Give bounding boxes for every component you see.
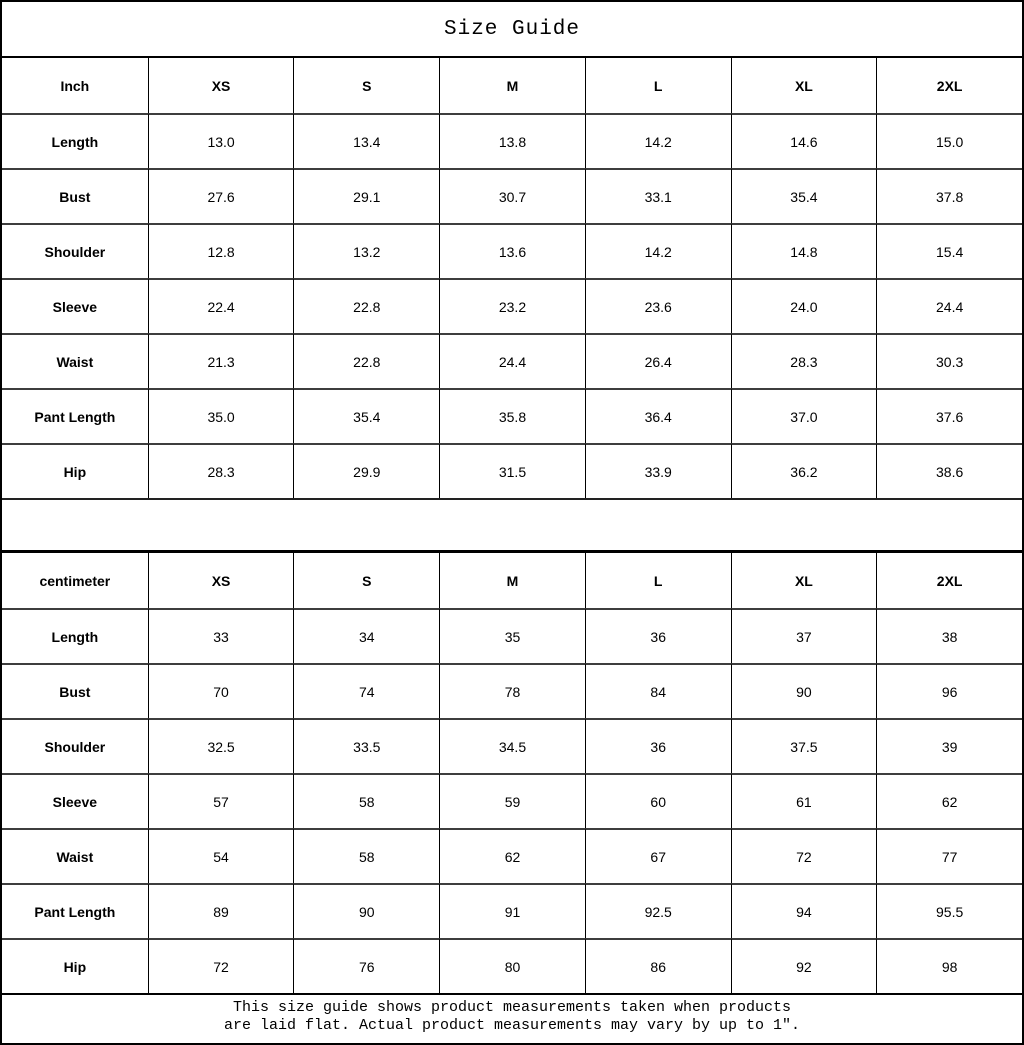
value-cell: 35.0 (148, 388, 294, 443)
value-cell: 23.2 (439, 278, 585, 333)
value-cell: 59 (439, 773, 585, 828)
value-cell: 39 (876, 718, 1022, 773)
value-cell: 92.5 (585, 883, 731, 938)
value-cell: 72 (148, 938, 294, 993)
value-cell: 76 (293, 938, 439, 993)
value-cell: 62 (876, 773, 1022, 828)
size-header-cell: XS (148, 553, 294, 608)
value-cell: 37 (731, 608, 877, 663)
value-cell: 60 (585, 773, 731, 828)
value-cell: 34.5 (439, 718, 585, 773)
value-cell: 35.4 (293, 388, 439, 443)
value-cell: 54 (148, 828, 294, 883)
size-header-cell: L (585, 58, 731, 113)
value-cell: 72 (731, 828, 877, 883)
value-cell: 96 (876, 663, 1022, 718)
value-cell: 35.8 (439, 388, 585, 443)
value-cell: 14.8 (731, 223, 877, 278)
value-cell: 12.8 (148, 223, 294, 278)
value-cell: 67 (585, 828, 731, 883)
value-cell: 86 (585, 938, 731, 993)
value-cell: 15.4 (876, 223, 1022, 278)
value-cell: 27.6 (148, 168, 294, 223)
measurement-disclaimer (2, 993, 1022, 1043)
value-cell: 13.4 (293, 113, 439, 168)
value-cell: 33.9 (585, 443, 731, 498)
size-header-cell: XS (148, 58, 294, 113)
value-cell: 36.4 (585, 388, 731, 443)
value-cell: 89 (148, 883, 294, 938)
row-label: Hip (2, 938, 148, 993)
value-cell: 37.0 (731, 388, 877, 443)
row-label: Shoulder (2, 718, 148, 773)
value-cell: 33.5 (293, 718, 439, 773)
page-title: Size Guide (2, 2, 1022, 58)
value-cell: 90 (731, 663, 877, 718)
row-label: Pant Length (2, 388, 148, 443)
value-cell: 29.9 (293, 443, 439, 498)
value-cell: 33.1 (585, 168, 731, 223)
value-cell: 13.2 (293, 223, 439, 278)
value-cell: 13.8 (439, 113, 585, 168)
row-label: Length (2, 608, 148, 663)
value-cell: 30.7 (439, 168, 585, 223)
value-cell: 90 (293, 883, 439, 938)
value-cell: 77 (876, 828, 1022, 883)
value-cell: 37.5 (731, 718, 877, 773)
size-header-cell: 2XL (876, 553, 1022, 608)
table-section-divider (2, 498, 1022, 553)
value-cell: 13.6 (439, 223, 585, 278)
value-cell: 23.6 (585, 278, 731, 333)
disclaimer-line-1: This size guide shows product measurements taken when products (232, 999, 792, 1016)
value-cell: 22.8 (293, 278, 439, 333)
value-cell: 36.2 (731, 443, 877, 498)
size-header-cell: S (293, 553, 439, 608)
value-cell: 31.5 (439, 443, 585, 498)
value-cell: 98 (876, 938, 1022, 993)
row-label: Sleeve (2, 278, 148, 333)
row-label: Bust (2, 168, 148, 223)
unit-header-cell: centimeter (2, 553, 148, 608)
value-cell: 21.3 (148, 333, 294, 388)
disclaimer-line-2: are laid flat. Actual product measurements may vary by up to 1″. (223, 1017, 801, 1034)
value-cell: 26.4 (585, 333, 731, 388)
value-cell: 34 (293, 608, 439, 663)
value-cell: 13.0 (148, 113, 294, 168)
value-cell: 37.6 (876, 388, 1022, 443)
inch-size-table (2, 58, 1022, 498)
row-label: Waist (2, 333, 148, 388)
value-cell: 57 (148, 773, 294, 828)
row-label: Waist (2, 828, 148, 883)
value-cell: 22.8 (293, 333, 439, 388)
value-cell: 36 (585, 718, 731, 773)
centimeter-size-table (2, 553, 1022, 993)
value-cell: 28.3 (731, 333, 877, 388)
value-cell: 70 (148, 663, 294, 718)
value-cell: 33 (148, 608, 294, 663)
value-cell: 92 (731, 938, 877, 993)
row-label: Hip (2, 443, 148, 498)
value-cell: 14.2 (585, 113, 731, 168)
value-cell: 28.3 (148, 443, 294, 498)
value-cell: 95.5 (876, 883, 1022, 938)
value-cell: 58 (293, 828, 439, 883)
value-cell: 94 (731, 883, 877, 938)
size-header-cell: L (585, 553, 731, 608)
row-label: Length (2, 113, 148, 168)
value-cell: 35 (439, 608, 585, 663)
value-cell: 24.4 (876, 278, 1022, 333)
value-cell: 32.5 (148, 718, 294, 773)
value-cell: 58 (293, 773, 439, 828)
row-label: Sleeve (2, 773, 148, 828)
value-cell: 74 (293, 663, 439, 718)
size-header-cell: M (439, 58, 585, 113)
unit-header-cell: Inch (2, 58, 148, 113)
size-header-cell: S (293, 58, 439, 113)
value-cell: 91 (439, 883, 585, 938)
size-header-cell: XL (731, 553, 877, 608)
value-cell: 61 (731, 773, 877, 828)
value-cell: 35.4 (731, 168, 877, 223)
row-label: Shoulder (2, 223, 148, 278)
value-cell: 84 (585, 663, 731, 718)
value-cell: 80 (439, 938, 585, 993)
value-cell: 14.2 (585, 223, 731, 278)
value-cell: 24.4 (439, 333, 585, 388)
size-header-cell: M (439, 553, 585, 608)
value-cell: 30.3 (876, 333, 1022, 388)
value-cell: 29.1 (293, 168, 439, 223)
value-cell: 14.6 (731, 113, 877, 168)
value-cell: 15.0 (876, 113, 1022, 168)
value-cell: 22.4 (148, 278, 294, 333)
size-header-cell: XL (731, 58, 877, 113)
value-cell: 24.0 (731, 278, 877, 333)
size-header-cell: 2XL (876, 58, 1022, 113)
value-cell: 38 (876, 608, 1022, 663)
value-cell: 78 (439, 663, 585, 718)
value-cell: 36 (585, 608, 731, 663)
value-cell: 38.6 (876, 443, 1022, 498)
row-label: Pant Length (2, 883, 148, 938)
value-cell: 62 (439, 828, 585, 883)
value-cell: 37.8 (876, 168, 1022, 223)
row-label: Bust (2, 663, 148, 718)
